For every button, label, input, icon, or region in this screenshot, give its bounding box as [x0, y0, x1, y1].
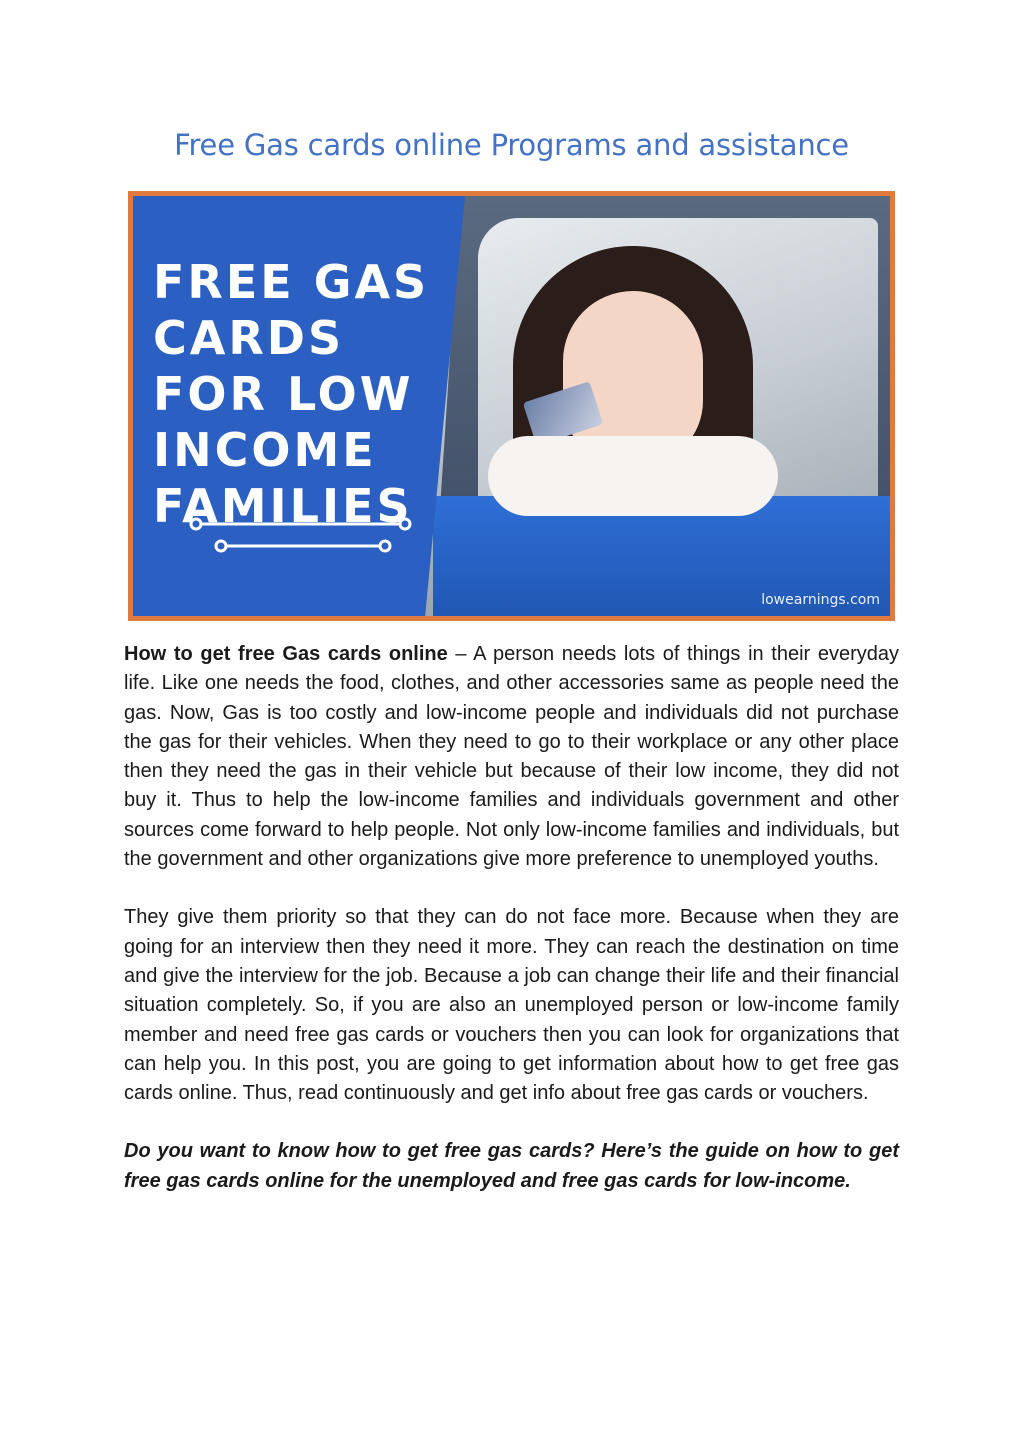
connector-divider-icon	[188, 516, 418, 556]
paragraph-intro	[124, 640, 899, 874]
hero-line: FOR LOW	[153, 367, 414, 421]
page-title: Free Gas cards online Programs and assistance	[174, 128, 849, 162]
intro-text: – A person needs lots of things in their everyday life. Like one needs the food, clothes, and other accessories same as people need the gas. Now, Gas is too costly and low-income people and individuals did not purchase the gas for their vehicles. When they need to go to their workplace or any other place then they need the gas in their vehicle but because of their low income, they did not buy it. Thus to help the low-income families and individuals government and other sources come forward to help people. Not only low-income families and individuals, but the government and other organizations give more preference to unemployed youths.	[124, 643, 899, 871]
paragraph-priority: They give them priority so that they can do not face more. Because when they are going for an interview then they need it more. They can reach the destination on time and give the interview for the job. Because a job can change their life and their financial situation completely. So, if you are also an unemployed person or low-income family member and need free gas cards or vouchers then you can look for organizations that can help you. In this post, you are going to get information about how to get free gas cards online. Thus, read continuously and get info about free gas cards or vouchers.	[124, 906, 899, 1105]
hero-image	[128, 191, 895, 621]
paragraph-guide-callout: Do you want to know how to get free gas cards? Here’s the guide on how to get free gas cards online for the unemployed and free gas cards for low-income.	[124, 1140, 899, 1192]
hero-line: FREE GAS	[153, 255, 430, 309]
hero-line: CARDS	[153, 311, 345, 365]
woman-arms	[488, 436, 778, 516]
hero-line: INCOME	[153, 423, 377, 477]
watermark: lowearnings.com	[761, 592, 880, 608]
article-body	[124, 640, 899, 1225]
hero-line: FAMILIES	[153, 479, 413, 533]
intro-lead: How to get free Gas cards online	[124, 643, 448, 665]
hero-headline	[153, 254, 443, 534]
hero-image-inner	[133, 196, 890, 616]
